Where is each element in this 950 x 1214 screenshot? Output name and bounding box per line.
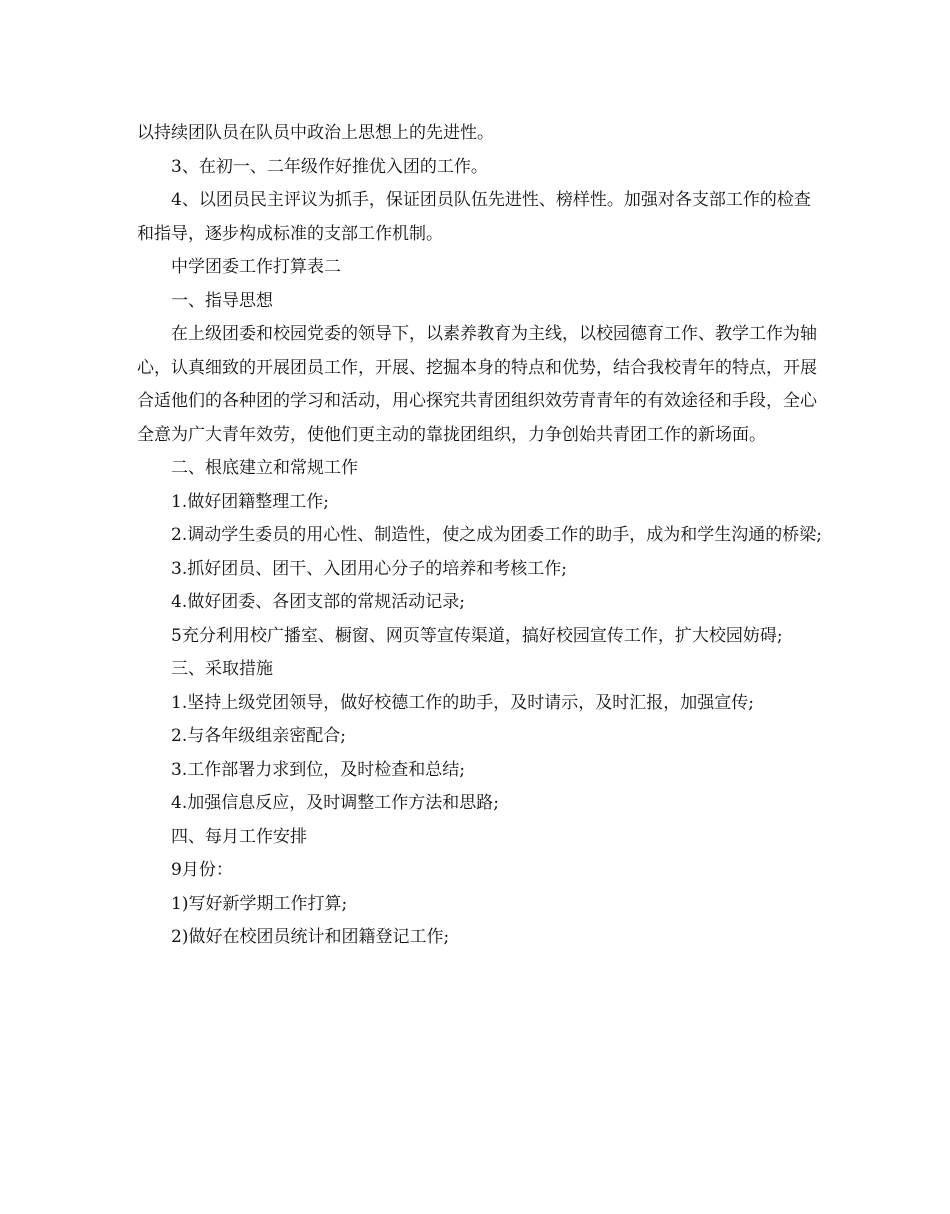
measure-item-2: 2.与各年级组亲密配合; [171,726,346,746]
heading-monthly-plan: 四、每月工作安排 [171,826,307,847]
month-september: 9月份： [171,860,233,880]
paragraph-continuation: 以持续团队员在队员中政治上思想上的先进性。 [137,123,494,143]
heading-measures: 三、采取措施 [171,659,273,679]
measure-item-3: 3.工作部署力求到位，及时检查和总结; [171,759,465,780]
document-body [137,117,827,955]
section-title: 中学团委工作打算表二 [171,257,341,277]
heading-guiding-thought: 一、指导思想 [171,290,273,311]
routine-item-4: 4.做好团委、各团支部的常规活动记录; [171,592,465,612]
paragraph-guiding-thought: 在上级团委和校园党委的领导下，以素养教育为主线，以校园德育工作、教学工作为轴心，认真细致的开展团员工作，开展、挖掘本身的特点和优势，结合我校青年的特点，开展合适他们的各种团的学习和活动，用心探究共青团组织效劳青青年的有效途径和手段，全心全意为广大青年效劳，使他们更主动的靠拢团组织，力争创始共青团工作的新场面。 [137,324,817,445]
routine-item-5: 5充分利用校广播室、橱窗、网页等宣传渠道，搞好校园宣传工作，扩大校园妨碍; [171,625,783,646]
routine-item-2: 2.调动学生委员的用心性、制造性，使之成为团委工作的助手，成为和学生沟通的桥梁; [171,525,822,545]
measure-item-1: 1.坚持上级党团领导，做好校德工作的助手，及时请示，及时汇报，加强宣传; [171,692,754,713]
measure-item-4: 4.加强信息反应，及时调整工作方法和思路; [171,793,499,813]
september-item-2: 2)做好在校团员统计和团籍登记工作; [171,927,450,947]
heading-routine-work: 二、根底建立和常规工作 [171,458,358,478]
routine-item-1: 1.做好团籍整理工作; [171,491,329,512]
september-item-1: 1)写好新学期工作打算; [171,893,348,914]
paragraph-item-4: 4、以团员民主评议为抓手，保证团员队伍先进性、榜样性。加强对各支部工作的检查和指导，逐步构成标准的支部工作机制。 [137,190,811,244]
routine-item-3: 3.抓好团员、团干、入团用心分子的培养和考核工作; [171,558,567,579]
paragraph-item-3: 3、在初一、二年级作好推优入团的工作。 [171,156,488,177]
